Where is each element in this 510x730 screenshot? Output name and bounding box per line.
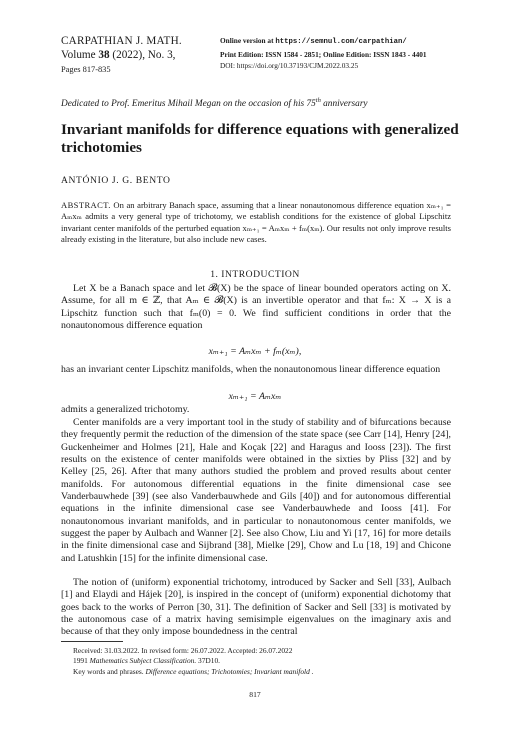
keywords: Key words and phrases. Difference equations; Trichotomies; Invariant manifold . bbox=[73, 666, 314, 676]
journal-pages: Pages 817-835 bbox=[61, 65, 111, 74]
dedication: Dedicated to Prof. Emeritus Mihail Megan on the occasion of his 75th anniversary bbox=[61, 97, 368, 110]
issn-line: Print Edition: ISSN 1584 - 2851; Online Edition: ISSN 1843 - 4401 bbox=[220, 49, 427, 59]
footnote bbox=[73, 646, 314, 677]
abstract bbox=[61, 200, 451, 246]
journal-volume: Volume 38 (2022), No. 3, bbox=[61, 49, 176, 61]
abstract-label: ABSTRACT. bbox=[61, 200, 111, 210]
publication-info bbox=[220, 35, 427, 72]
section-heading: 1. INTRODUCTION bbox=[210, 269, 300, 280]
journal-header bbox=[61, 34, 182, 77]
online-url[interactable]: https://semnul.com/carpathian/ bbox=[275, 38, 407, 46]
online-version: Online version at https://semnul.com/carpathian/ bbox=[220, 36, 407, 46]
intro-paragraph-5: The notion of (uniform) exponential trichotomy, introduced by Sacker and Sell [33], Aulbach [1] and Elaydi and Hájek [20], is inspired in the concept of (uniform) exponential dichotomy that goes back to the works of Perron [30, 31]. The definition of Sacker and Sell [33] is motivated by the autonomous case of a matrix having semisimple eigenvalues on the imaginary axis and because of that they only impose boundedness in the central bbox=[61, 577, 451, 638]
doi-line[interactable]: DOI: https://doi.org/10.37193/CJM.2022.03.25 bbox=[220, 61, 359, 70]
paper-title: Invariant manifolds for difference equations with generalized trichotomies bbox=[61, 121, 459, 156]
journal-name: CARPATHIAN J. MATH. bbox=[61, 35, 182, 47]
received-dates: Received: 31.03.2022. In revised form: 26.07.2022. Accepted: 26.07.2022 bbox=[73, 646, 293, 655]
equation-perturbed: xₘ₊₁ = Aₘxₘ + fₘ(xₘ), bbox=[208, 346, 302, 357]
msc-classification: 1991 Mathematics Subject Classification. 37D10. bbox=[73, 656, 221, 666]
abstract-text: On an arbitrary Banach space, assuming that a linear nonautonomous difference equation xₘ₊₁ = Aₘxₘ admits a very general type of trichotomy, we establish conditions for the existence of global Lipschitz invariant center manifolds of the perturbed equation xₘ₊₁ = Aₘxₘ + fₘ(xₘ). Our results not only improve results already existing in the literature, but also include new cases. bbox=[61, 200, 451, 245]
page-number: 817 bbox=[249, 690, 261, 699]
intro-paragraph-4: Center manifolds are a very important tool in the study of stability and of bifurcations because they frequently permit the reduction of the dimension of the state space (see Carr [14], Henry [24], Guckenheimer and Holmes [21], Hale and Koçak [22] and Haragus and Iooss [23]). The first results on the existence of center manifolds were obtained in the sixties by Pliss [32] and by Kelley [25, 26]. After that many authors studied the problem and proved results about center manifolds. For autonomous differential equations in the finite dimensional case see Vanderbauwhede [39] (see also Vanderbauwhede and Gils [40]) and for autonomous differential equations in the infinite dimensional case see Vanderbauwhede and Iooss [41]. For nonautonomous invariant manifolds, and in particular to nonautonomous center manifolds, we suggest the paper by Aulbach and Wanner [2]. See also Chow, Liu and Yi [17, 16] for more details in the finite dimensional case and Sijbrand [38], Mielke [29], Chow and Lu [18, 19] and Chicone and Latushkin [15] for the infinite dimensional case. bbox=[61, 417, 451, 564]
intro-paragraph-3: admits a generalized trichotomy. bbox=[61, 404, 190, 415]
footnote-rule bbox=[61, 641, 123, 642]
author-name: ANTÓNIO J. G. BENTO bbox=[61, 175, 171, 186]
equation-linear: xₘ₊₁ = Aₘxₘ bbox=[228, 391, 282, 402]
intro-paragraph-2: has an invariant center Lipschitz manifolds, when the nonautonomous linear difference equation bbox=[61, 364, 441, 375]
intro-paragraph-1: Let X be a Banach space and let 𝓑(X) be the space of linear bounded operators acting on X. Assume, for all m ∈ ℤ, that Aₘ ∈ 𝓑(X) is an invertible operator and that fₘ: X → X is a Lipschitz function such that fₘ(0) = 0. We find sufficient conditions in order that the nonautonomous difference equation bbox=[61, 283, 451, 332]
